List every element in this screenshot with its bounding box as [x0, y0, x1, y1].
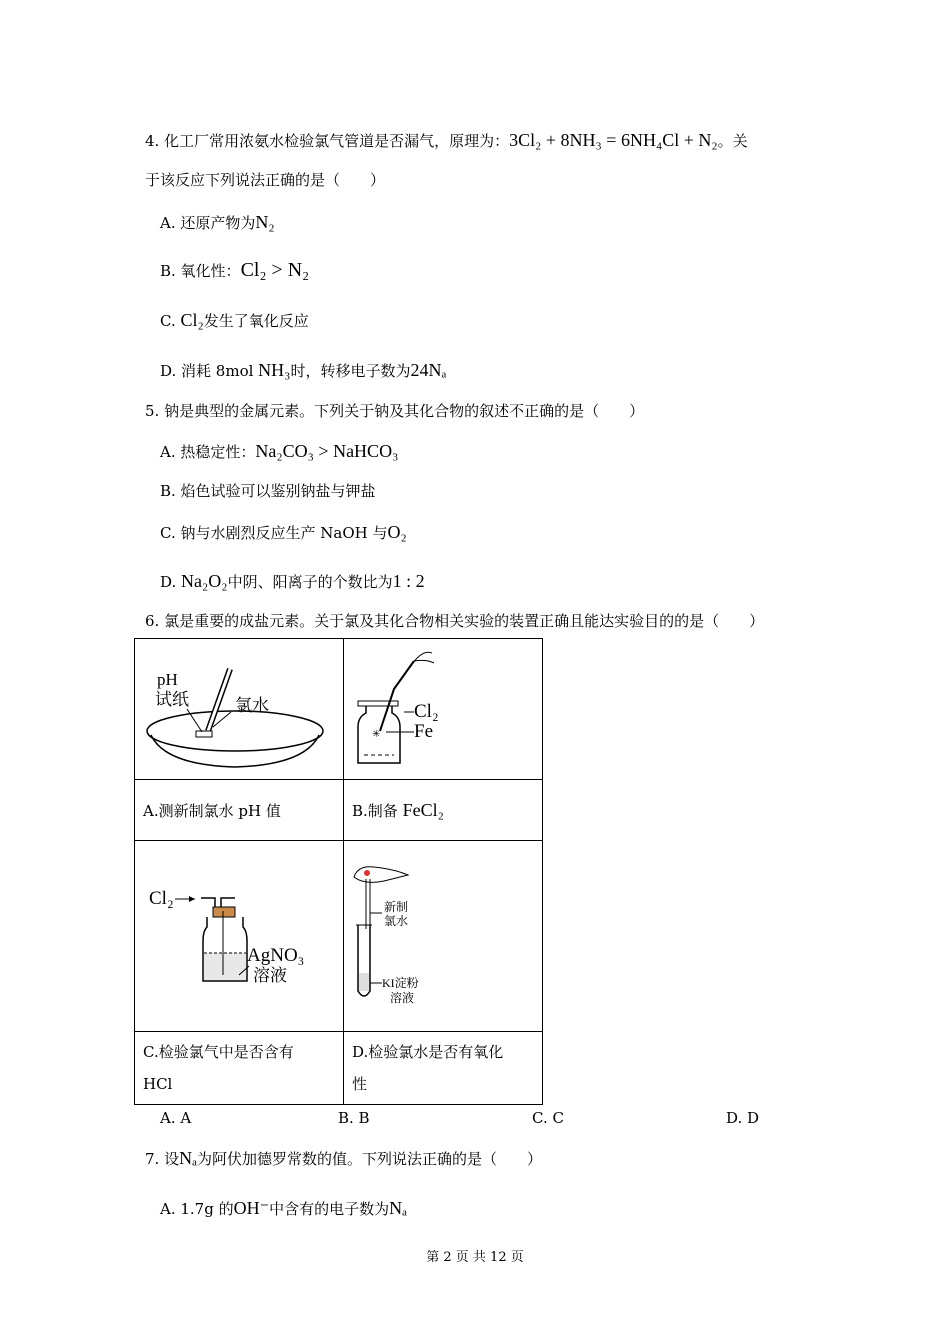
diagram-d-cell — [344, 841, 543, 1032]
q6-stem: 6. 氯是重要的成盐元素。关于氯及其化合物相关实验的装置正确且能达实验目的的是（ ） — [145, 612, 765, 630]
option-label: D. — [160, 573, 182, 591]
diagram-a-cell — [135, 639, 344, 780]
caption-c — [135, 1032, 344, 1105]
caption-c-line1: C.检验氯气中是否含有 — [143, 1043, 294, 1061]
chlorine-water-label: 氯水 — [235, 696, 269, 715]
q4-option-a — [160, 212, 275, 233]
caption-b-formula: FeCl₂ — [402, 799, 444, 820]
iron-label: Fe — [414, 721, 433, 742]
q5-stem: 5. 钠是典型的金属元素。下列关于钠及其化合物的叙述不正确的是（ ） — [145, 402, 645, 420]
page-footer: 第 2 页 共 12 页 — [426, 1250, 524, 1265]
option-tail: 发生了氧化反应 — [203, 312, 309, 330]
q4-option-d — [160, 360, 446, 381]
caption-d-line2: 性 — [352, 1075, 368, 1093]
caption-d-line1: D.检验氯水是否有氧化 — [352, 1043, 504, 1061]
option-formula-2: 1 : 2 — [392, 571, 425, 591]
caption-c-line2: HCl — [143, 1075, 173, 1093]
chlorine-label: Cl₂ — [414, 701, 439, 722]
q5-option-a — [160, 441, 398, 462]
option-label: B. 焰色试验可以鉴别钠盐与钾盐 — [160, 482, 376, 500]
fresh-label: 新制 — [384, 900, 409, 914]
caption-d — [344, 1032, 543, 1105]
option-formula: Cl₂ > N₂ — [240, 259, 310, 281]
option-formula: NH₃ — [258, 360, 291, 380]
option-formula: N₂ — [255, 212, 275, 232]
option-label: A. 热稳定性： — [160, 443, 256, 461]
diagram-b-cell — [344, 639, 543, 780]
option-formula: O₂ — [387, 522, 407, 542]
caption-b-text: B.制备 — [352, 801, 403, 820]
solution-label: 溶液 — [390, 991, 415, 1005]
ki-starch-label: KI淀粉 — [382, 976, 419, 990]
q5-option-b — [160, 481, 376, 501]
option-tail: 中含有的电子数为 — [269, 1200, 390, 1218]
q5-option-d — [160, 571, 425, 592]
option-label: A. 1.7g 的 — [160, 1200, 234, 1218]
q4-stem-line2: 于该反应下列说法正确的是（ ） — [145, 171, 386, 189]
q6-choice-c: C. C — [532, 1109, 564, 1127]
q6-apparatus-table — [134, 638, 543, 1105]
option-label: D. 消耗 8mol — [160, 362, 259, 380]
option-formula: Cl₂ — [180, 310, 204, 330]
chlorine-water-label: 氯水 — [384, 914, 409, 928]
option-formula: OH⁻ — [233, 1198, 270, 1218]
q7-stem — [145, 1148, 542, 1169]
q4-stem-text: 4. 化工厂常用浓氨水检验氯气管道是否漏气，原理为： — [145, 132, 510, 150]
q4-option-c — [160, 310, 309, 331]
option-label: C. 钠与水剧烈反应生产 NaOH 与 — [160, 524, 388, 542]
silver-nitrate-label: AgNO₃ — [247, 945, 305, 966]
test-tube-diagram — [344, 841, 542, 1027]
option-label: C. — [160, 312, 181, 330]
q7-stem-text-2: 为阿伏加德罗常数的值。下列说法正确的是（ ） — [197, 1150, 543, 1168]
diagram-c-cell — [135, 841, 344, 1032]
q4-stem-line1 — [145, 130, 748, 151]
test-paper-label: 试纸 — [155, 690, 189, 709]
caption-b — [344, 780, 543, 841]
q7-option-a — [160, 1198, 407, 1219]
chlorine-inlet-label: Cl₂ — [149, 888, 174, 909]
solution-label: 溶液 — [253, 966, 287, 985]
q4-equation: 3Cl₂ + 8NH₃ = 6NH₄Cl + N₂ — [509, 130, 718, 150]
gas-washing-bottle-diagram — [135, 841, 343, 1027]
q4-option-b — [160, 260, 309, 281]
option-tail: 时，转移电子数为 — [290, 362, 411, 380]
svg-text:✳: ✳ — [372, 729, 381, 740]
option-formula-2: Nₐ — [389, 1198, 408, 1218]
option-formula-2: 24Nₐ — [410, 360, 447, 380]
q7-na: Nₐ — [179, 1148, 198, 1168]
ph-label: pH — [157, 670, 178, 689]
q6-choice-d: D. D — [726, 1109, 760, 1127]
option-label: B. 氧化性： — [160, 262, 241, 280]
ph-test-diagram — [135, 639, 343, 775]
option-formula: Na₂O₂ — [181, 571, 228, 591]
q6-choice-b: B. B — [338, 1109, 370, 1127]
q5-option-c — [160, 522, 407, 543]
option-tail: 中阴、阳离子的个数比为 — [227, 573, 393, 591]
iron-chlorine-diagram — [344, 639, 542, 775]
q7-stem-text: 7. 设 — [145, 1150, 180, 1168]
q6-choice-a: A. A — [160, 1109, 192, 1127]
q4-stem-end: 。关 — [717, 132, 748, 150]
option-label: A. 还原产物为 — [160, 214, 256, 232]
caption-a: A.测新制氯水 pH 值 — [135, 780, 344, 841]
option-formula: Na₂CO₃ > NaHCO₃ — [255, 441, 399, 461]
